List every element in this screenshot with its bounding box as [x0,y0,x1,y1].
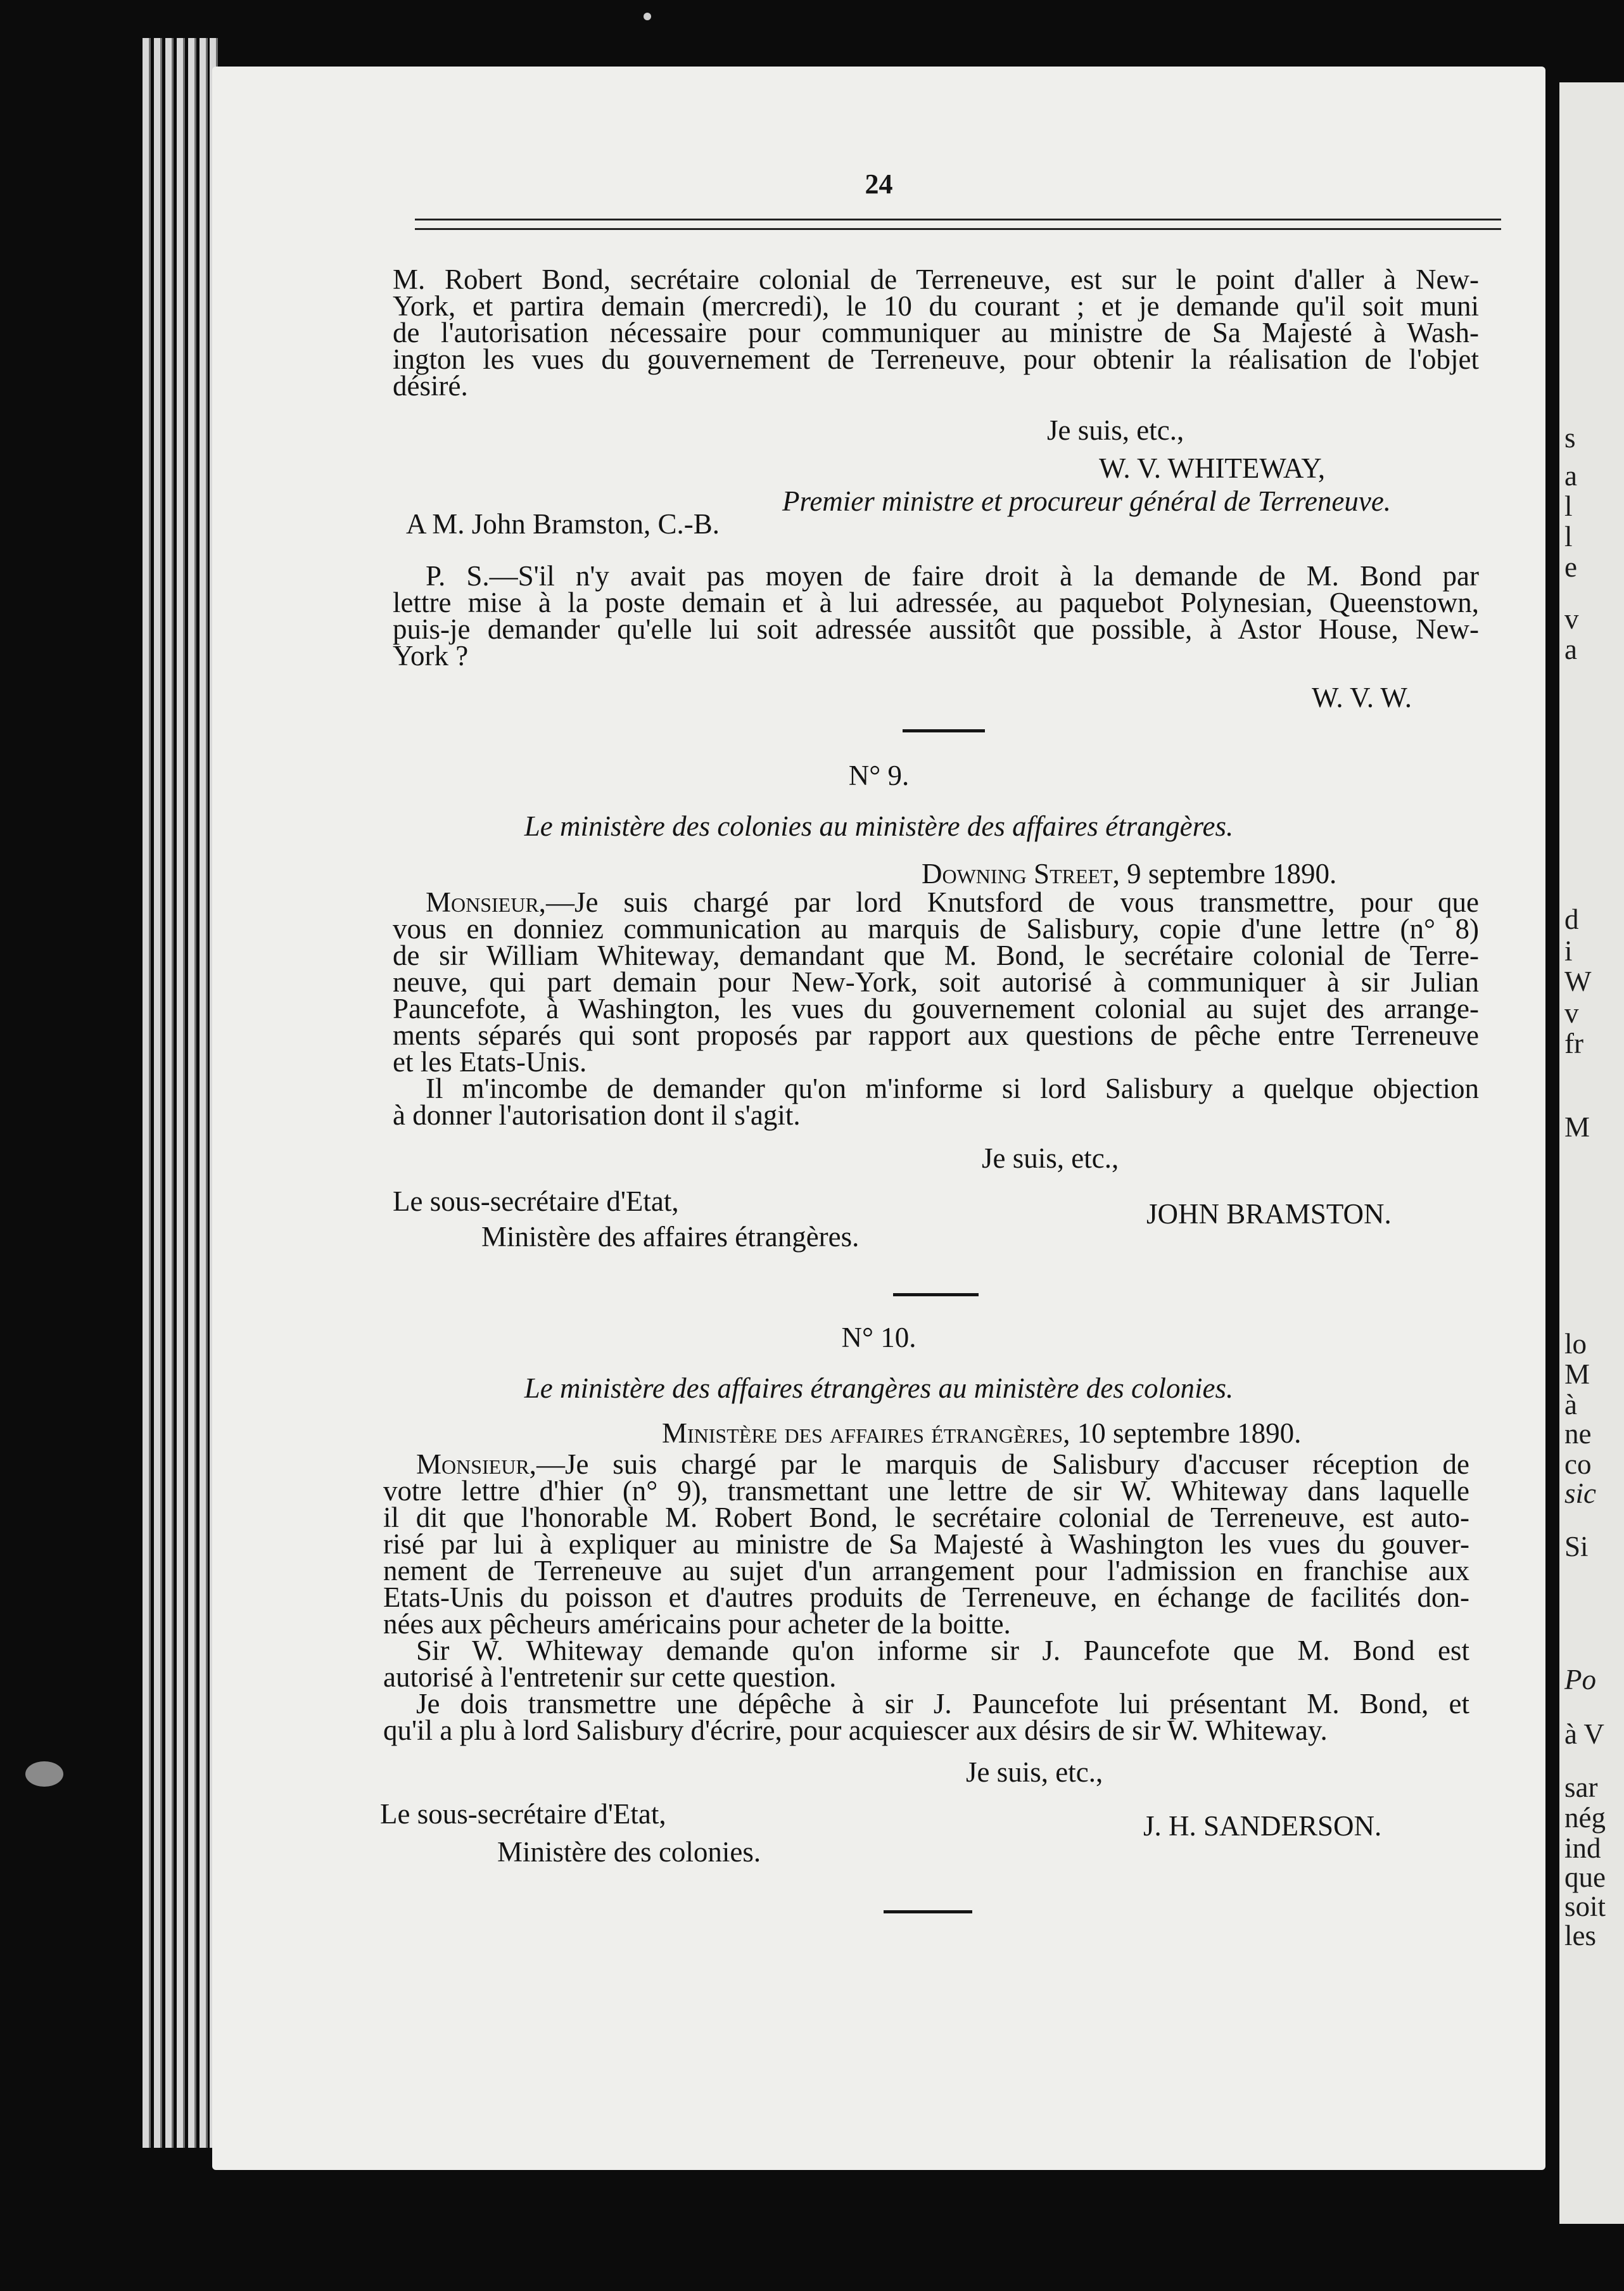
facing-page-edge: s a l l e v a d i W v fr M lo M à ne co sic Si Po à V sar nég ind que soit les [1559,82,1624,2224]
dateline [662,1417,1302,1449]
salutation: Monsieur, [426,886,546,918]
body-line: Etats-Unis du poisson et d'autres produits de Terreneuve, en échange de facilités don- [383,1581,1469,1613]
body-line: votre lettre d'hier (n° 9), transmettant une lettre de sir W. Whiteway dans laquelle [383,1475,1469,1507]
salutation: Monsieur, [416,1448,536,1480]
letter-number: N° 10. [841,1322,917,1353]
dateline-place: Ministère des affaires étrangères, [662,1417,1070,1449]
body-line: Je dois transmettre une dépêche à sir J. Pauncefote lui présentant M. Bond, et [416,1688,1469,1720]
body-line: Monsieur,—Je suis chargé par lord Knutsford de vous transmettre, pour que [393,889,1479,916]
recipient-line: Ministère des colonies. [497,1836,761,1868]
dateline [922,858,1337,890]
body-line: nement de Terreneuve au sujet d'un arrangement pour l'admission en franchise aux [383,1555,1469,1586]
dateline-date: 9 septembre 1890. [1127,858,1337,890]
postscript-initials: W. V. W. [1312,682,1412,713]
postscript-line: P. S.—S'il n'y avait pas moyen de faire droit à la demande de M. Bond par [426,560,1479,592]
letter-heading: Le ministère des affaires étrangères au ministère des colonies. [524,1372,1234,1404]
body-line: nées aux pêcheurs américains pour acheter de la boitte. [383,1608,1011,1640]
letter-number: N° 9. [848,760,910,791]
body-line: neuve, qui part demain pour New-York, soit autorisé à communiquer à sir Julian [393,966,1479,998]
letter-heading: Le ministère des colonies au ministère des affaires étrangères. [524,810,1234,842]
dateline-place: Downing Street, [922,858,1120,890]
body-line: Sir W. Whiteway demande qu'on informe sir J. Pauncefote que M. Bond est [416,1635,1469,1666]
body-line: il dit que l'honorable M. Robert Bond, le secrétaire colonial de Terreneuve, est auto- [383,1502,1469,1533]
closing-formula: Je suis, etc., [1047,414,1184,446]
header-double-rule [415,219,1501,230]
book-page [212,67,1545,2170]
dateline-date: 10 septembre 1890. [1077,1417,1302,1449]
section-rule [893,1293,979,1296]
body-line: Monsieur,—Je suis chargé par le marquis de Salisbury d'accuser réception de [383,1451,1469,1477]
body-line: M. Robert Bond, secrétaire colonial de Terreneuve, est sur le point d'aller à New- [393,264,1479,295]
recipient-line: Le sous-secrétaire d'Etat, [380,1798,666,1830]
body-line: vous en donniez communication au marquis de Salisbury, copie d'une lettre (n° 8) [393,913,1479,945]
signatory-name: W. V. WHITEWAY, [1099,452,1326,484]
body-line: de l'autorisation nécessaire pour communiquer au ministre de Sa Majesté à Wash- [393,317,1479,348]
page-number: 24 [865,169,893,200]
body-line: à donner l'autorisation dont il s'agit. [393,1099,801,1131]
body-line: de sir William Whiteway, demandant que M. Bond, le secrétaire colonial de Terre- [393,940,1479,971]
signatory-name: JOHN BRAMSTON. [1146,1198,1392,1230]
section-rule [903,729,985,732]
background-speck [25,1761,63,1787]
signatory-title: Premier ministre et procureur général de Terreneuve. [782,485,1392,517]
body-line: York, et partira demain (mercredi), le 10 du courant ; et je demande qu'il soit muni [393,290,1479,322]
body-line: risé par lui à expliquer au ministre de Sa Majesté à Washington les vues du gouver- [383,1528,1469,1560]
body-line: ington les vues du gouvernement de Terreneuve, pour obtenir la réalisation de l'objet [393,343,1479,375]
postscript-line: puis-je demander qu'elle lui soit adressée aussitôt que possible, à Astor House, New- [393,613,1479,645]
closing-formula: Je suis, etc., [966,1756,1103,1788]
body-line: et les Etats-Unis. [393,1046,587,1078]
body-line: Pauncefote, à Washington, les vues du gouvernement colonial au sujet des arrange- [393,993,1479,1024]
addressee: A M. John Bramston, C.-B. [406,508,720,540]
postscript-line: York ? [393,640,469,672]
closing-formula: Je suis, etc., [982,1142,1119,1174]
recipient-line: Ministère des affaires étrangères. [481,1221,860,1253]
section-rule [884,1910,972,1913]
body-line: Il m'incombe de demander qu'on m'informe si lord Salisbury a quelque objection [426,1073,1479,1104]
body-line: désiré. [393,370,468,402]
body-line: ments séparés qui sont proposés par rapport aux questions de pêche entre Terreneuve [393,1019,1479,1051]
body-line: autorisé à l'entretenir sur cette question. [383,1661,837,1693]
recipient-line: Le sous-secrétaire d'Etat, [393,1185,679,1217]
body-line: qu'il a plu à lord Salisbury d'écrire, pour acquiescer aux désirs de sir W. Whiteway. [383,1714,1328,1746]
postscript-line: lettre mise à la poste demain et à lui adressée, au paquebot Polynesian, Queenstown, [393,587,1479,618]
background-speck [644,13,651,20]
signatory-name: J. H. SANDERSON. [1143,1810,1382,1842]
